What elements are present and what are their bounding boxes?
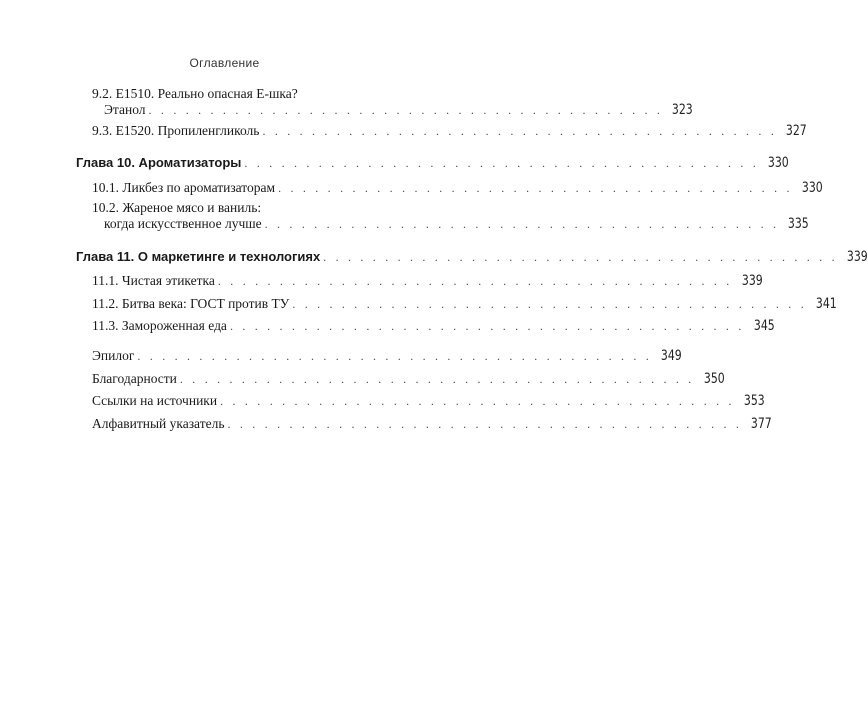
dot-leader: . . . . . . . . . . . . . . . . . . . . . . . . . . . . . . . . . . . . . . . . . .	[292, 297, 807, 311]
toc-entry-references[interactable]	[92, 393, 765, 409]
dot-leader: . . . . . . . . . . . . . . . . . . . . . . . . . . . . . . . . . . . . . . . . . .	[227, 417, 743, 431]
dot-leader: . . . . . . . . . . . . . . . . . . . . . . . . . . . . . . . . . . . . . . . . . .	[323, 250, 838, 264]
dot-leader: . . . . . . . . . . . . . . . . . . . . . . . . . . . . . . . . . . . . . . . . . .	[278, 181, 793, 195]
page-number: 377	[750, 416, 772, 432]
toc-entry-acknowledgements[interactable]	[92, 371, 725, 387]
toc-entry-title: Ссылки на источники	[92, 393, 218, 408]
page-number: 323	[672, 102, 693, 118]
toc-entry-9-2-line1: 9.2. E1510. Реально опасная E-шка?	[92, 86, 298, 101]
toc-entry-title: когда искусственное лучше	[104, 216, 262, 231]
toc-chapter-11[interactable]	[76, 249, 868, 265]
page-number: 345	[753, 318, 775, 334]
dot-leader: . . . . . . . . . . . . . . . . . . . . . . . . . . . . . . . . . . . . . . . . . .	[137, 349, 652, 363]
dot-leader: . . . . . . . . . . . . . . . . . . . . . . . . . . . . . . . . . . . . . . . . . .	[217, 274, 733, 288]
toc-chapter-10[interactable]	[76, 155, 789, 171]
page-number: 327	[785, 123, 807, 139]
toc-entry-title: Эпилог	[92, 348, 135, 363]
toc-entry-11-3[interactable]	[92, 318, 775, 334]
toc-entry-index[interactable]	[92, 416, 772, 432]
toc-entry-11-2[interactable]	[92, 296, 837, 312]
toc-entry-title: 10.1. Ликбез по ароматизаторам	[92, 180, 276, 195]
page-number: 339	[741, 273, 763, 289]
dot-leader: . . . . . . . . . . . . . . . . . . . . . . . . . . . . . . . . . . . . . . . . . .	[262, 124, 778, 138]
toc-entry-title: 9.3. E1520. Пропиленгликоль	[92, 123, 260, 138]
toc-entry-10-2[interactable]	[104, 216, 809, 232]
page-number: 341	[815, 296, 837, 312]
toc-entry-title: Алфавитный указатель	[92, 416, 225, 431]
dot-leader: . . . . . . . . . . . . . . . . . . . . . . . . . . . . . . . . . . . . . . . . . .	[220, 394, 735, 408]
toc-entry-11-1[interactable]	[92, 273, 763, 289]
page-number: 349	[660, 348, 682, 364]
toc-entry-epilogue[interactable]	[92, 348, 682, 364]
page-number: 330	[801, 180, 823, 196]
toc-entry-9-2[interactable]	[104, 102, 693, 118]
page-number: 353	[743, 393, 765, 409]
page-number: 330	[767, 155, 789, 171]
toc-chapter-title: Глава 10. Ароматизаторы	[76, 155, 242, 170]
running-header: Оглавление	[189, 56, 260, 70]
toc-entry-title: 11.2. Битва века: ГОСТ против ТУ	[92, 296, 290, 311]
toc-entry-9-3[interactable]	[92, 123, 807, 139]
page-number: 339	[846, 249, 868, 265]
dot-leader: . . . . . . . . . . . . . . . . . . . . . . . . . . . . . . . . . . . . . . . . . .	[148, 103, 664, 117]
toc-entry-10-2-line1: 10.2. Жареное мясо и ваниль:	[92, 200, 262, 215]
toc-entry-title: 11.3. Замороженная еда	[92, 318, 227, 333]
dot-leader: . . . . . . . . . . . . . . . . . . . . . . . . . . . . . . . . . . . . . . . . . .	[179, 372, 695, 386]
toc-entry-title: Этанол	[104, 102, 146, 117]
page-number: 335	[788, 216, 809, 232]
toc-chapter-title: Глава 11. О маркетинге и технологиях	[76, 249, 321, 264]
toc-entry-title: 11.1. Чистая этикетка	[92, 273, 215, 288]
dot-leader: . . . . . . . . . . . . . . . . . . . . . . . . . . . . . . . . . . . . . . . . . .	[244, 156, 759, 170]
dot-leader: . . . . . . . . . . . . . . . . . . . . . . . . . . . . . . . . . . . . . . . . . .	[229, 319, 745, 333]
toc-entry-title: Благодарности	[92, 371, 177, 386]
page-number: 350	[703, 371, 725, 387]
toc-entry-10-1[interactable]	[92, 180, 823, 196]
dot-leader: . . . . . . . . . . . . . . . . . . . . . . . . . . . . . . . . . . . . . . . . . .	[264, 217, 780, 231]
